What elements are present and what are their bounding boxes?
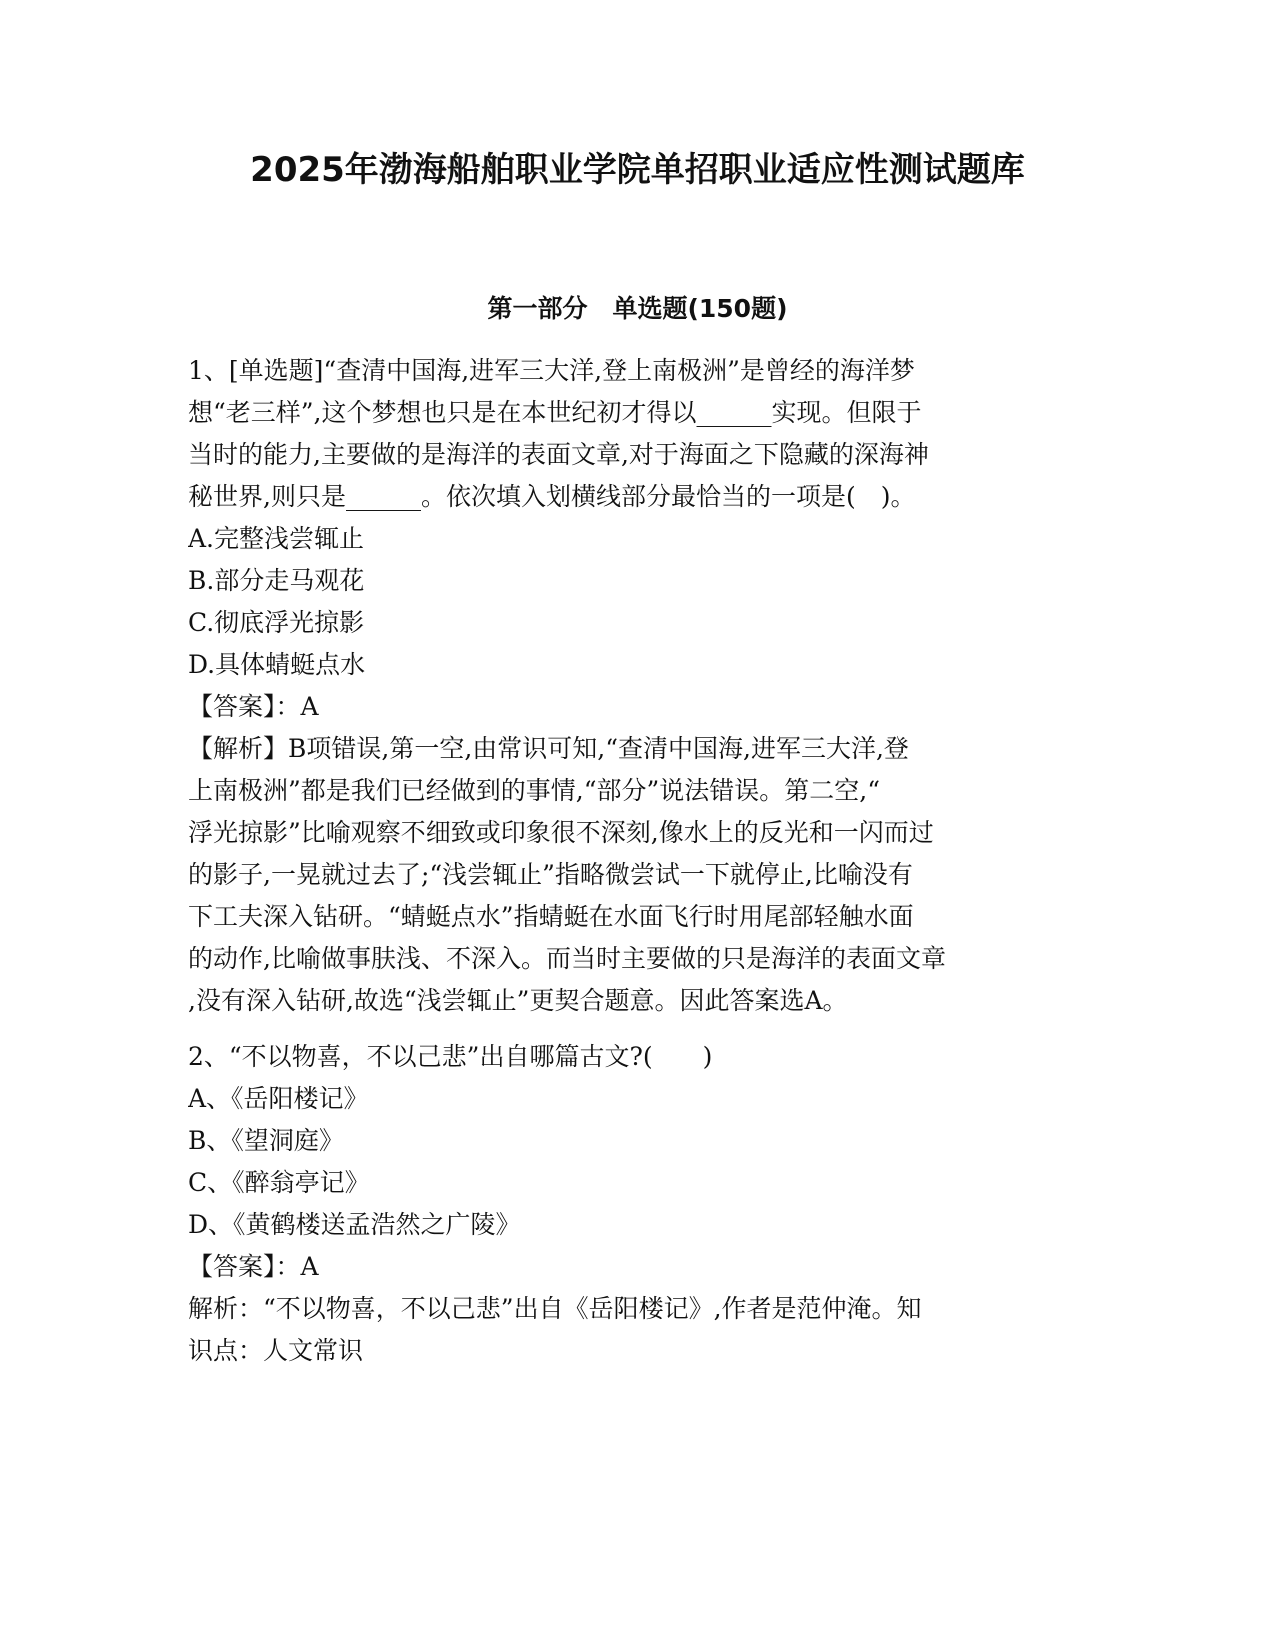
analysis-line: 【解析】B项错误,第一空,由常识可知,“查清中国海,进军三大洋,登 (188, 734, 909, 763)
question-2-stem (188, 1036, 1080, 1078)
document-title: 2025年渤海船舶职业学院单招职业适应性测试题库 (250, 150, 1025, 190)
analysis-line: 的动作,比喻做事肤浅、不深入。而当时主要做的只是海洋的表面文章 (188, 944, 946, 973)
question-1-stem (188, 350, 1080, 518)
question-1-answer: 【答案】：A (188, 692, 319, 721)
analysis-line: 浮光掠影”比喻观察不细致或印象很不深刻,像水上的反光和一闪而过 (188, 818, 934, 847)
option-b: B.部分走马观花 (188, 566, 365, 595)
analysis-line: 解析：“不以物喜，不以己悲”出自《岳阳楼记》,作者是范仲淹。知 (188, 1294, 922, 1323)
option-d: D、《黄鹤楼送孟浩然之广陵》 (188, 1210, 521, 1239)
question-1-analysis (188, 728, 1080, 1022)
option-a: A.完整浅尝辄止 (188, 524, 365, 553)
stem-line: 秘世界,则只是______。依次填入划横线部分最恰当的一项是( )。 (188, 482, 916, 511)
question-2-analysis (188, 1288, 1080, 1372)
question-1 (188, 350, 1080, 1022)
stem-line: 当时的能力,主要做的是海洋的表面文章,对于海面之下隐藏的深海神 (188, 440, 929, 469)
question-spacer (188, 1022, 1080, 1036)
analysis-line: 上南极洲”都是我们已经做到的事情,“部分”说法错误。第二空,“ (188, 776, 881, 805)
option-c: C.彻底浮光掠影 (188, 608, 365, 637)
question-2-answer: 【答案】：A (188, 1252, 319, 1281)
analysis-line: 识点：人文常识 (188, 1336, 364, 1365)
section-heading: 第一部分 单选题(150题) (487, 294, 788, 323)
question-list (188, 350, 1080, 1372)
stem-line: 1、[单选题]“查清中国海,进军三大洋,登上南极洲”是曾经的海洋梦 (188, 356, 915, 385)
option-d: D.具体蜻蜓点水 (188, 650, 366, 679)
option-a: A、《岳阳楼记》 (188, 1084, 369, 1113)
question-1-options (188, 518, 1080, 686)
analysis-line: ,没有深入钻研,故选“浅尝辄止”更契合题意。因此答案选A。 (188, 986, 848, 1015)
analysis-line: 下工夫深入钻研。“蜻蜓点水”指蜻蜓在水面飞行时用尾部轻触水面 (188, 902, 914, 931)
option-c: C、《醉翁亭记》 (188, 1168, 370, 1197)
analysis-line: 的影子,一晃就过去了;“浅尝辄止”指略微尝试一下就停止,比喻没有 (188, 860, 913, 889)
option-b: B、《望洞庭》 (188, 1126, 344, 1155)
question-2-options (188, 1078, 1080, 1246)
stem-line: 想“老三样”,这个梦想也只是在本世纪初才得以______实现。但限于 (188, 398, 922, 427)
stem-line: 2、“不以物喜，不以己悲”出自哪篇古文?( ) (188, 1042, 713, 1071)
question-2 (188, 1036, 1080, 1372)
